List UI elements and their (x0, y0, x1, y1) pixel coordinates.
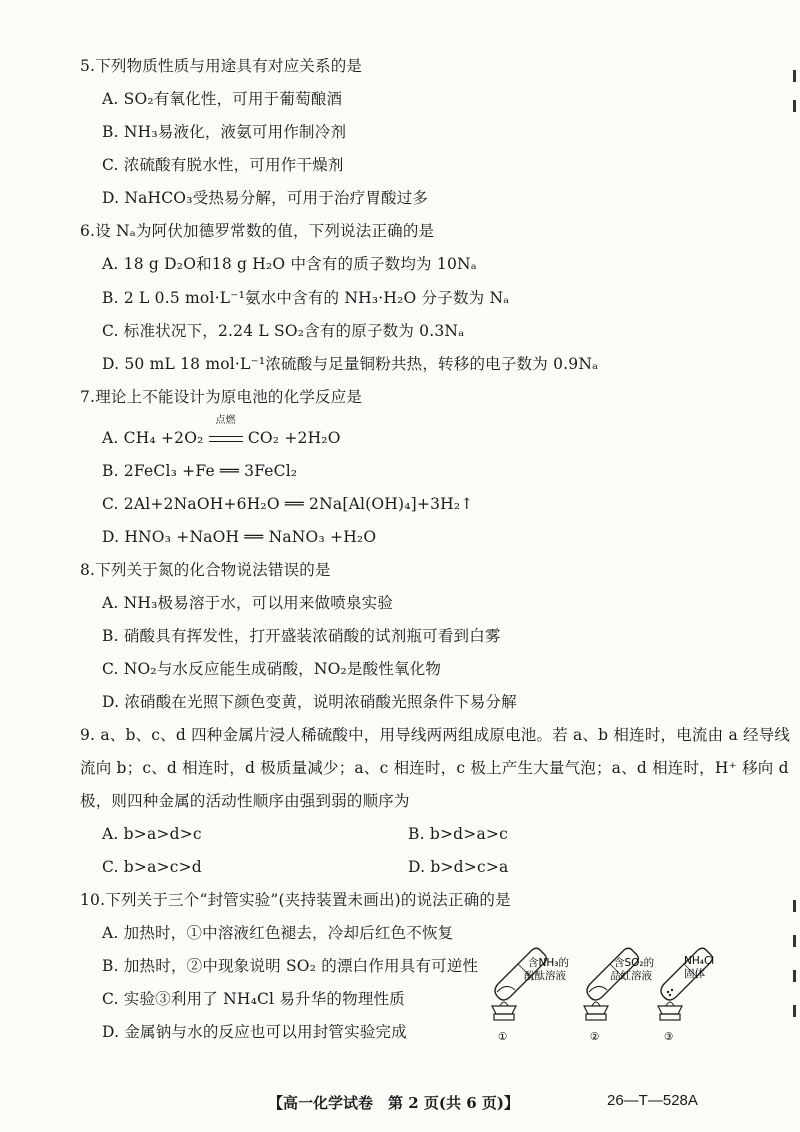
q7-a-products: CO₂ +2H₂O (247, 429, 341, 447)
q5-option-c: C. 浓硫酸有脱水性，可用作干燥剂 (102, 156, 344, 174)
scan-edge-mark (793, 100, 796, 112)
q7-option-d: D. HNO₃ +NaOH ══ NaNO₃ +H₂O (102, 528, 377, 546)
q6-option-d: D. 50 mL 18 mol·L⁻¹浓硫酸与足量铜粉共热，转移的电子数为 0.9Nₐ (102, 355, 599, 373)
q5-option-d: D. NaHCO₃受热易分解，可用于治疗胃酸过多 (102, 189, 429, 207)
tube-1-label-line2: 酚酞溶液 (524, 970, 566, 982)
tube-3-label-line2: 固体 (684, 968, 705, 980)
tube-3-label-line1: NH₄Cl (684, 955, 715, 967)
q10-option-b: B. 加热时，②中现象说明 SO₂ 的漂白作用具有可逆性 (102, 957, 479, 975)
q9-stem-line1: 9. a、b、c、d 四种金属片浸人稀硫酸中，用导线两两组成原电池。若 a、b 相连时，电流由 a 经导线 (80, 726, 791, 744)
q8-option-b: B. 硝酸具有挥发性，打开盛装浓硝酸的试剂瓶可看到白雾 (102, 627, 501, 645)
q7-stem: 7.理论上不能设计为原电池的化学反应是 (80, 388, 363, 406)
q9-stem-line2: 流向 b；c、d 相连时，d 极质量减少；a、c 相连时，c 极上产生大量气泡；a、d 相连时，H⁺ 移向 d (80, 759, 789, 777)
scan-edge-mark (793, 970, 796, 982)
q10-option-a: A. 加热时，①中溶液红色褪去，冷却后红色不恢复 (102, 924, 454, 942)
scan-edge-mark (793, 70, 796, 82)
q8-option-d: D. 浓硝酸在光照下颜色变黄，说明浓硝酸光照条件下易分解 (102, 693, 517, 711)
scan-edge-mark (793, 900, 796, 912)
q10-option-c: C. 实验③利用了 NH₄Cl 易升华的物理性质 (102, 990, 405, 1008)
q5-option-a: A. SO₂有氧化性，可用于葡萄酿酒 (102, 90, 343, 108)
q7-a-condition: 点燃 (215, 415, 236, 426)
sealed-tube-diagram (488, 942, 718, 1052)
q10-option-d: D. 金属钠与水的反应也可以用封管实验完成 (102, 1023, 407, 1041)
q8-stem: 8.下列关于氮的化合物说法错误的是 (80, 561, 331, 579)
q9-stem-line3: 极，则四种金属的活动性顺序由强到弱的顺序为 (80, 792, 410, 810)
q9-option-c: C. b>a>c>d (102, 858, 202, 876)
q7-option-b: B. 2FeCl₃ +Fe ══ 3FeCl₂ (102, 462, 298, 480)
tube-1-label-line1: 含NH₃的 (528, 957, 569, 969)
q9-option-a: A. b>a>d>c (102, 825, 202, 843)
q6-option-b: B. 2 L 0.5 mol·L⁻¹氨水中含有的 NH₃·H₂O 分子数为 Nₐ (102, 289, 510, 307)
q5-option-b: B. NH₃易液化，液氨可用作制冷剂 (102, 123, 347, 141)
q9-option-b: B. b>d>a>c (408, 825, 508, 843)
q8-option-a: A. NH₃极易溶于水，可以用来做喷泉实验 (102, 594, 394, 612)
page-footer-title: 【高一化学试卷 第 2 页(共 6 页)】 (268, 1094, 519, 1112)
q9-option-d: D. b>d>c>a (408, 858, 509, 876)
tube-2-label-line1: 含SO₂的 (614, 957, 655, 969)
q5-stem: 5.下列物质性质与用途具有对应关系的是 (80, 57, 363, 75)
page-footer-code: 26—T—528A (607, 1092, 698, 1109)
q7-option-c: C. 2Al+2NaOH+6H₂O ══ 2Na[Al(OH)₄]+3H₂↑ (102, 495, 474, 513)
tube-1-number: ① (498, 1031, 508, 1043)
q6-stem: 6.设 Nₐ为阿伏加德罗常数的值，下列说法正确的是 (80, 222, 435, 240)
q10-stem: 10.下列关于三个“封管实验”(夹持装置未画出)的说法正确的是 (80, 891, 511, 909)
q7-option-a (102, 415, 341, 448)
scan-edge-mark (793, 1005, 796, 1017)
q7-a-reactants: A. CH₄ +2O₂ (102, 429, 204, 447)
tube-2-label-line2: 品红溶液 (610, 970, 652, 982)
q6-option-a: A. 18 g D₂O和18 g H₂O 中含有的质子数均为 10Nₐ (102, 255, 477, 273)
tube-2-number: ② (590, 1031, 600, 1043)
tube-3-number: ③ (664, 1031, 674, 1043)
q6-option-c: C. 标准状况下，2.24 L SO₂含有的原子数为 0.3Nₐ (102, 322, 465, 340)
q7-a-arrow (209, 415, 243, 448)
scan-edge-mark (793, 935, 796, 947)
q8-option-c: C. NO₂与水反应能生成硝酸，NO₂是酸性氧化物 (102, 660, 442, 678)
